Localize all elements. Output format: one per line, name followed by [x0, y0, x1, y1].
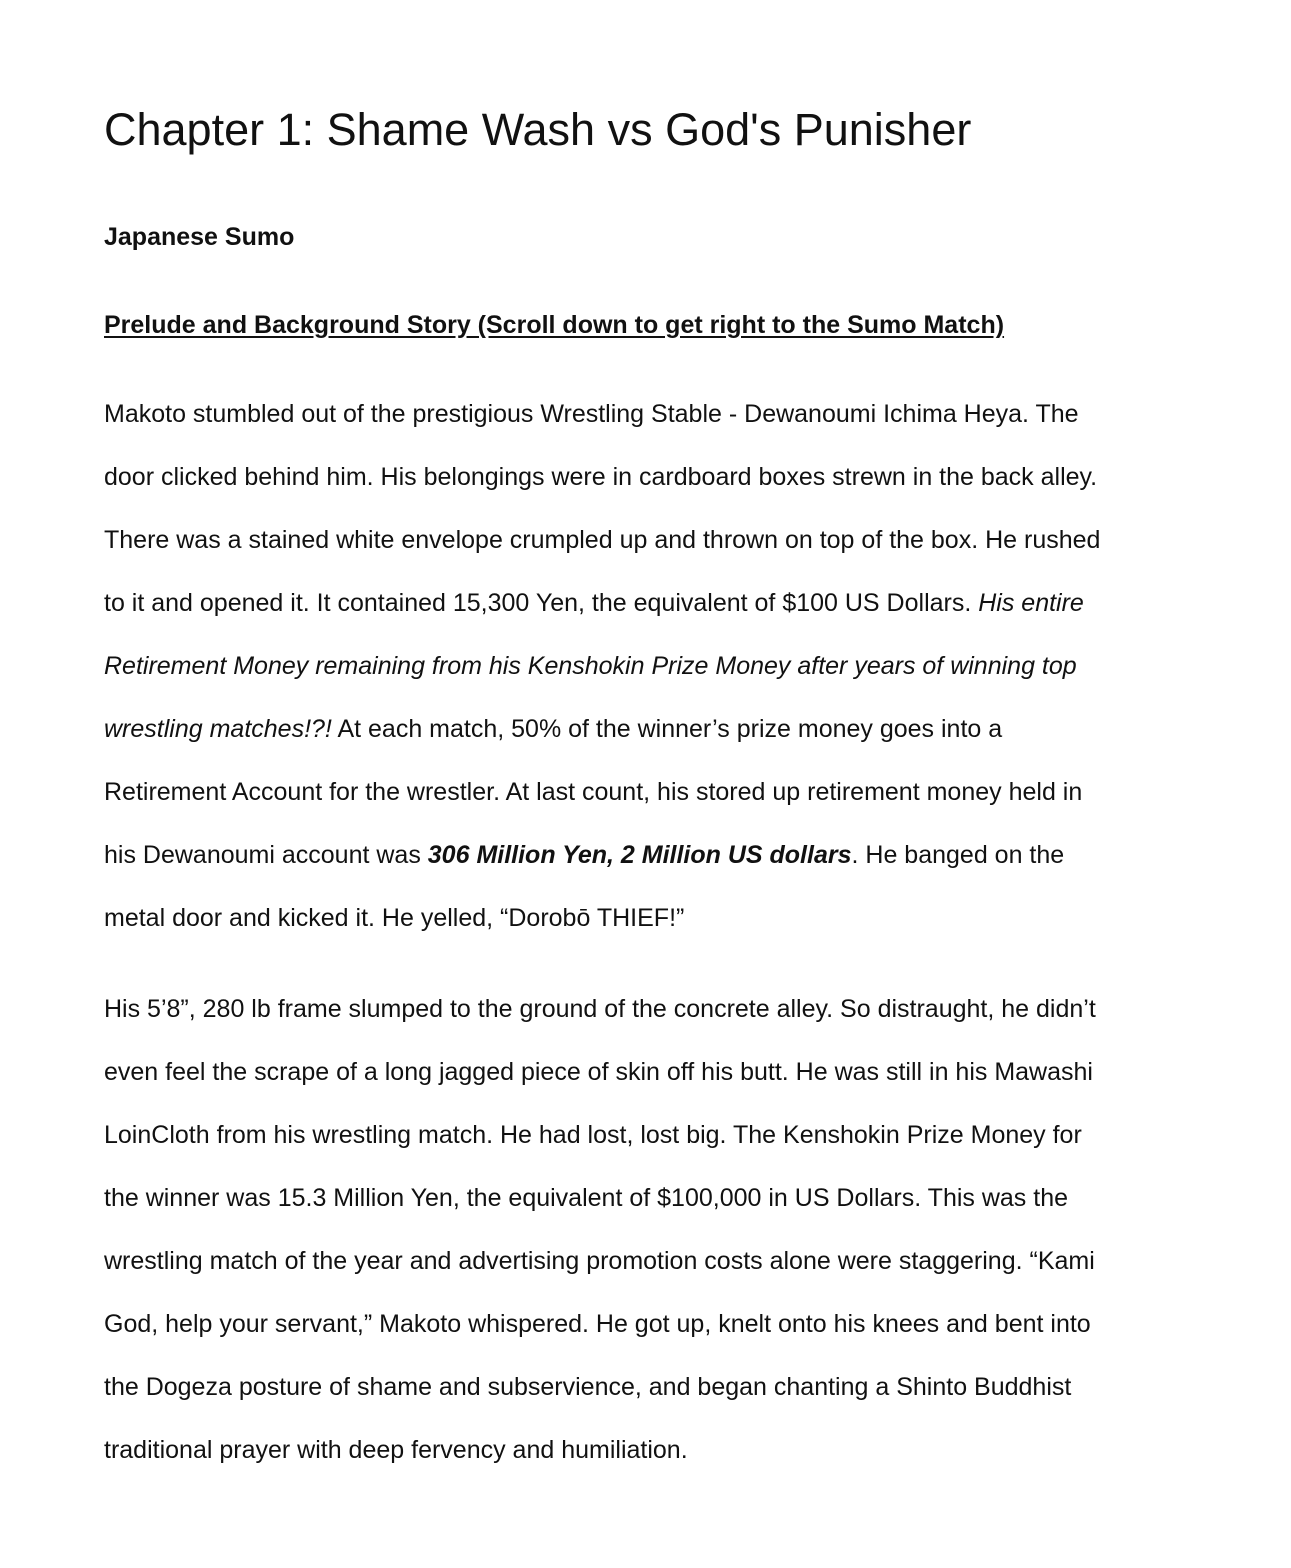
text-line — [104, 698, 1100, 761]
text-line: Retirement Account for the wrestler. At last count, his stored up retirement money held in — [104, 778, 1083, 806]
text-line: His 5’8”, 280 lb frame slumped to the ground of the concrete alley. So distraught, he didn’t — [104, 995, 1096, 1023]
paragraph-2 — [104, 978, 1096, 1482]
text-line: traditional prayer with deep fervency and humiliation. — [104, 1436, 688, 1464]
chapter-title: Chapter 1: Shame Wash vs God's Punisher — [104, 104, 972, 155]
italic-text: His entire — [978, 589, 1084, 617]
subtitle: Japanese Sumo — [104, 223, 295, 251]
text-line: There was a stained white envelope crumpled up and thrown on top of the box. He rushed — [104, 526, 1101, 554]
text-line: door clicked behind him. His belongings were in cardboard boxes strewn in the back alley. — [104, 463, 1098, 491]
text-line — [104, 824, 1100, 887]
italic-text: wrestling matches!?! — [104, 715, 332, 743]
text-line: God, help your servant,” Makoto whispered. He got up, knelt onto his knees and bent into — [104, 1310, 1091, 1338]
text-line: Makoto stumbled out of the prestigious Wrestling Stable - Dewanoumi Ichima Heya. The — [104, 400, 1079, 428]
text-line: even feel the scrape of a long jagged piece of skin off his butt. He was still in his Mawashi — [104, 1058, 1093, 1086]
text-run: to it and opened it. It contained 15,300 Yen, the equivalent of $100 US Dollars. — [104, 589, 979, 617]
text-line: the winner was 15.3 Million Yen, the equivalent of $100,000 in US Dollars. This was the — [104, 1184, 1069, 1212]
text-line: metal door and kicked it. He yelled, “Dorobō THIEF!” — [104, 904, 685, 932]
paragraph-1 — [104, 383, 1100, 950]
text-line: wrestling match of the year and advertising promotion costs alone were staggering. “Kami — [104, 1247, 1095, 1275]
italic-line: Retirement Money remaining from his Kenshokin Prize Money after years of winning top — [104, 652, 1077, 680]
text-run: . He banged on the — [851, 841, 1065, 869]
text-run: At each match, 50% of the winner’s prize money goes into a — [331, 715, 1003, 743]
bold-italic-text: 306 Million Yen, 2 Million US dollars — [427, 841, 852, 869]
text-line: LoinCloth from his wrestling match. He had lost, lost big. The Kenshokin Prize Money for — [104, 1121, 1082, 1149]
text-run: his Dewanoumi account was — [104, 841, 428, 869]
text-line — [104, 572, 1100, 635]
section-heading: Prelude and Background Story (Scroll down to get right to the Sumo Match) — [104, 311, 1005, 339]
text-line: the Dogeza posture of shame and subservience, and began chanting a Shinto Buddhist — [104, 1373, 1072, 1401]
